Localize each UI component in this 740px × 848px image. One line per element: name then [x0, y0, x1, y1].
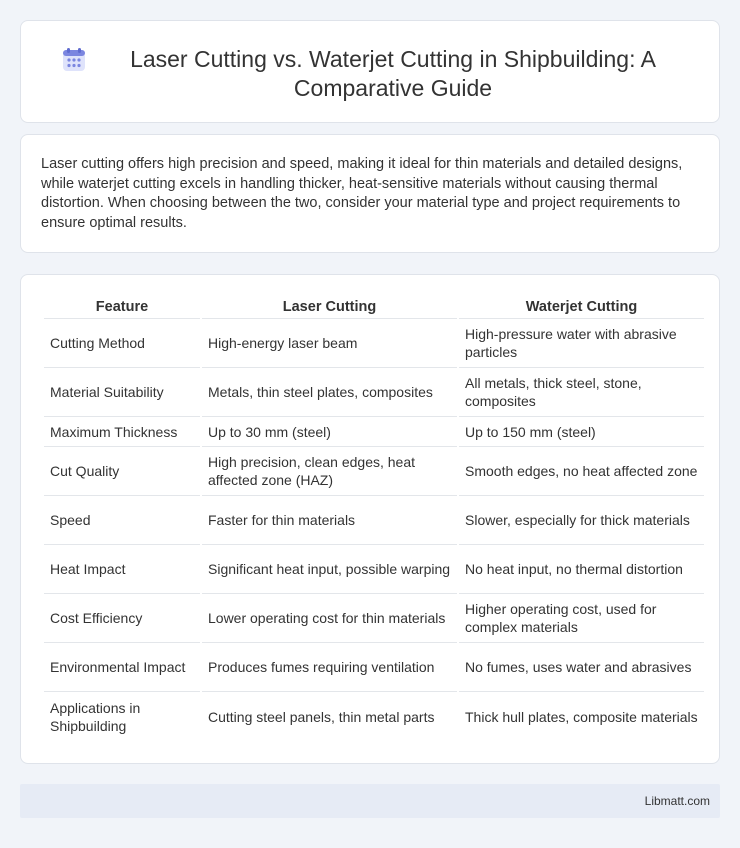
page-title: Laser Cutting vs. Waterjet Cutting in Shipbuilding: A Comparative Guide	[130, 46, 656, 101]
comparison-card	[20, 274, 720, 764]
table-row	[44, 692, 704, 741]
comparison-table	[42, 295, 706, 741]
table-row	[44, 447, 704, 496]
laser-cell: Up to 30 mm (steel)	[202, 417, 457, 447]
table-header-row	[44, 295, 704, 319]
feature-cell: Speed	[44, 496, 200, 545]
title-card	[20, 20, 720, 123]
laser-cell: High-energy laser beam	[202, 319, 457, 368]
header-feature: Feature	[44, 295, 200, 319]
intro-card	[20, 134, 720, 253]
table-row	[44, 545, 704, 594]
waterjet-cell: All metals, thick steel, stone, composites	[459, 368, 704, 417]
footer-bar	[20, 784, 720, 818]
waterjet-cell: No fumes, uses water and abrasives	[459, 643, 704, 692]
laser-cell: High precision, clean edges, heat affected zone (HAZ)	[202, 447, 457, 496]
table-row	[44, 417, 704, 447]
feature-cell: Applications in Shipbuilding	[50, 699, 141, 734]
feature-cell: Heat Impact	[44, 545, 200, 594]
laser-cell: Produces fumes requiring ventilation	[202, 643, 457, 692]
feature-cell: Maximum Thickness	[44, 417, 200, 447]
footer-brand: Libmatt.com	[644, 794, 710, 808]
intro-paragraph: Laser cutting offers high precision and speed, making it ideal for thin materials and detailed designs, while waterjet cutting excels in handling thicker, heat-sensitive materials without causing thermal distortion. When choosing between the two, consider your material type and project requirements to ensure optimal results.	[41, 156, 683, 231]
waterjet-cell: Smooth edges, no heat affected zone	[459, 447, 704, 496]
header-waterjet: Waterjet Cutting	[459, 295, 704, 319]
table-row	[44, 496, 704, 545]
feature-cell: Cutting Method	[44, 319, 200, 368]
table-row	[44, 643, 704, 692]
table-row	[44, 594, 704, 643]
table-row	[44, 319, 704, 368]
waterjet-cell: Thick hull plates, composite materials	[465, 708, 698, 725]
title-wrap	[21, 21, 719, 103]
laser-cell: Faster for thin materials	[202, 496, 457, 545]
table-row	[44, 368, 704, 417]
laser-cell: Cutting steel panels, thin metal parts	[208, 708, 435, 725]
feature-cell: Material Suitability	[44, 368, 200, 417]
waterjet-cell: No heat input, no thermal distortion	[459, 545, 704, 594]
laser-cell: Metals, thin steel plates, composites	[202, 368, 457, 417]
calendar-icon	[61, 47, 87, 73]
waterjet-cell: Slower, especially for thick materials	[459, 496, 704, 545]
laser-cell: Lower operating cost for thin materials	[202, 594, 457, 643]
header-laser: Laser Cutting	[202, 295, 457, 319]
feature-cell: Cost Efficiency	[44, 594, 200, 643]
laser-cell: Significant heat input, possible warping	[202, 545, 457, 594]
waterjet-cell: Higher operating cost, used for complex materials	[459, 594, 704, 643]
feature-cell: Environmental Impact	[44, 643, 200, 692]
feature-cell: Cut Quality	[44, 447, 200, 496]
waterjet-cell: High-pressure water with abrasive particles	[459, 319, 704, 368]
waterjet-cell: Up to 150 mm (steel)	[459, 417, 704, 447]
